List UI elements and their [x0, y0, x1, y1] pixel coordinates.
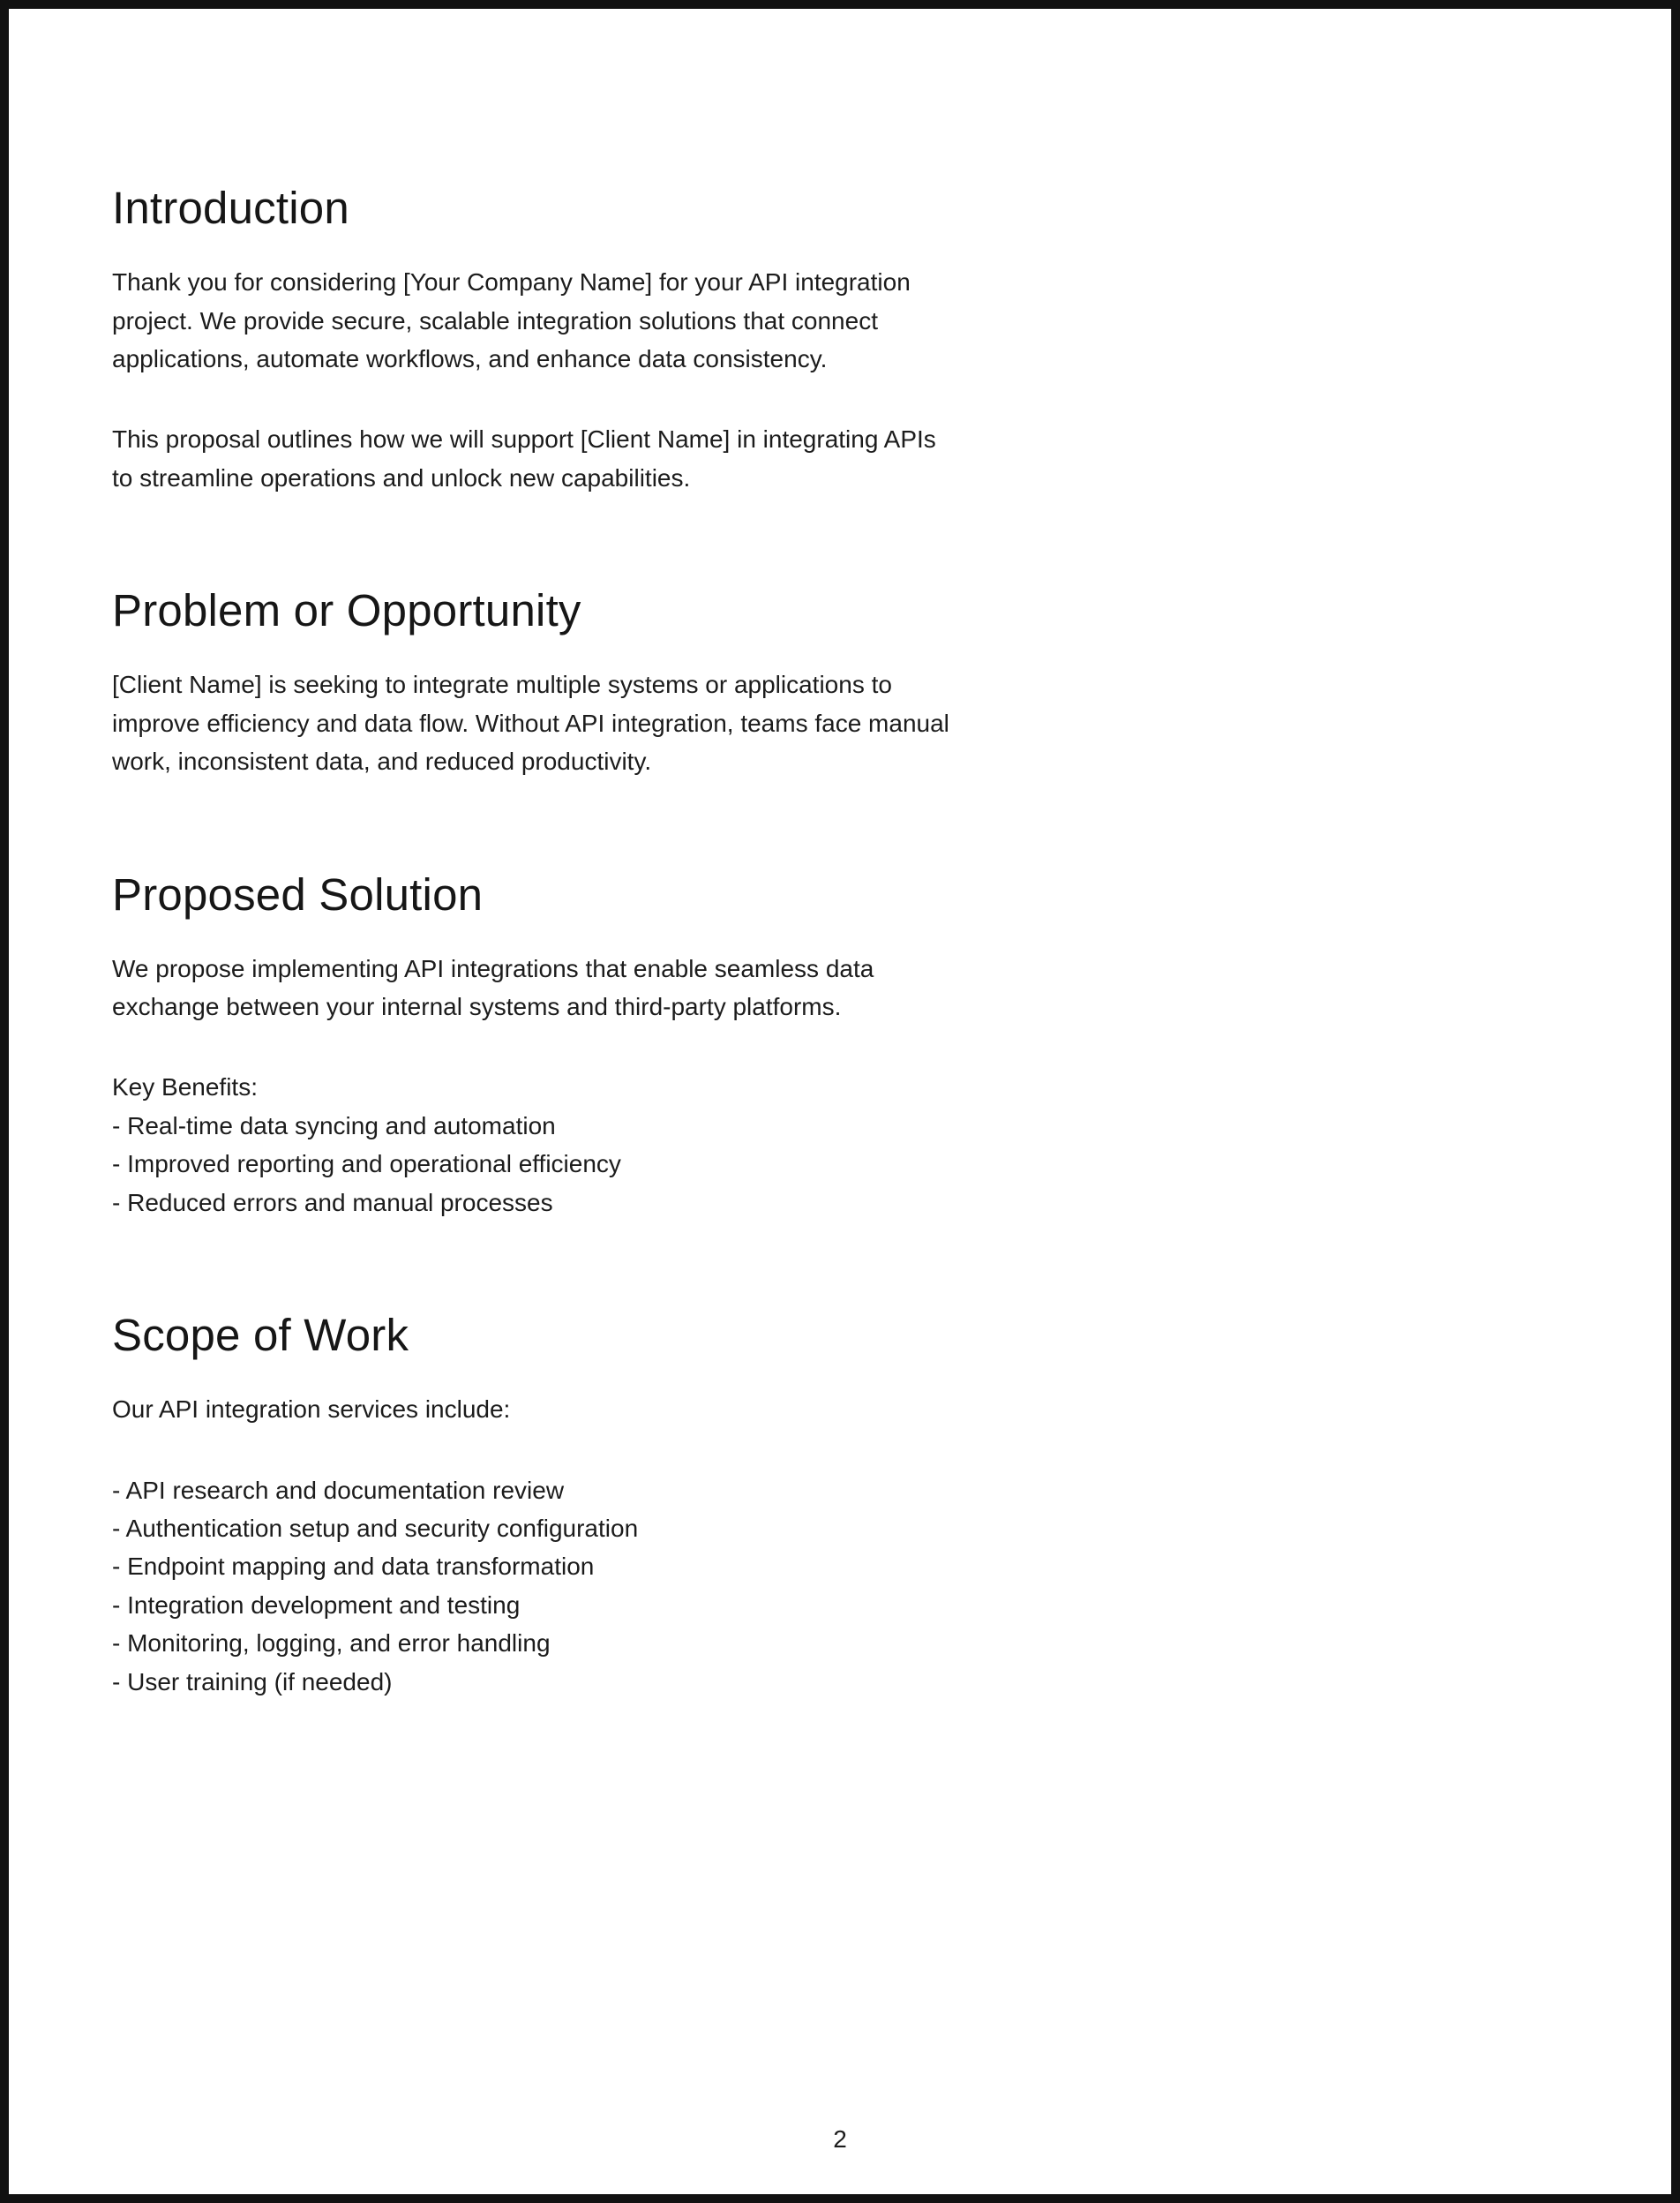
- scope-service-item: - Monitoring, logging, and error handling: [112, 1629, 551, 1658]
- key-benefits-intro: Key Benefits:: [112, 1073, 258, 1102]
- document-content: [112, 181, 950, 1743]
- introduction-paragraph-1: Thank you for considering [Your Company Name] for your API integration project. We provide secure, scalable integration solutions that connect applications, automate workflows, and enhance data consistency.: [112, 268, 911, 372]
- scope-intro-paragraph: Our API integration services include:: [112, 1395, 511, 1424]
- scope-services-list: [112, 1471, 950, 1701]
- scope-service-item: - Endpoint mapping and data transformation: [112, 1553, 595, 1581]
- scope-service-item: - User training (if needed): [112, 1667, 393, 1695]
- key-benefits-list: [112, 1068, 950, 1222]
- scope-service-item: - Integration development and testing: [112, 1590, 521, 1619]
- section-heading-scope-of-work: Scope of Work: [112, 1310, 409, 1361]
- problem-paragraph-1: [Client Name] is seeking to integrate multiple systems or applications to improve efficiency and data flow. Without API integration, teams face manual work, inconsistent data, and reduced productivity.: [112, 671, 949, 776]
- scope-service-item: - API research and documentation review: [112, 1476, 565, 1504]
- key-benefit-item: - Reduced errors and manual processes: [112, 1188, 553, 1216]
- section-heading-problem-or-opportunity: Problem or Opportunity: [112, 585, 581, 636]
- scope-service-item: - Authentication setup and security configuration: [112, 1515, 639, 1542]
- key-benefit-item: - Real-time data syncing and automation: [112, 1111, 556, 1139]
- proposed-solution-paragraph-1: We propose implementing API integrations that enable seamless data exchange between your internal systems and third-party platforms.: [112, 954, 874, 1021]
- page-number: 2: [833, 2125, 847, 2153]
- section-heading-proposed-solution: Proposed Solution: [112, 868, 484, 920]
- section-heading-introduction: Introduction: [112, 183, 349, 233]
- key-benefit-item: - Improved reporting and operational efficiency: [112, 1150, 621, 1178]
- introduction-paragraph-2: This proposal outlines how we will support [Client Name] in integrating APIs to streamline operations and unlock new capabilities.: [112, 425, 936, 492]
